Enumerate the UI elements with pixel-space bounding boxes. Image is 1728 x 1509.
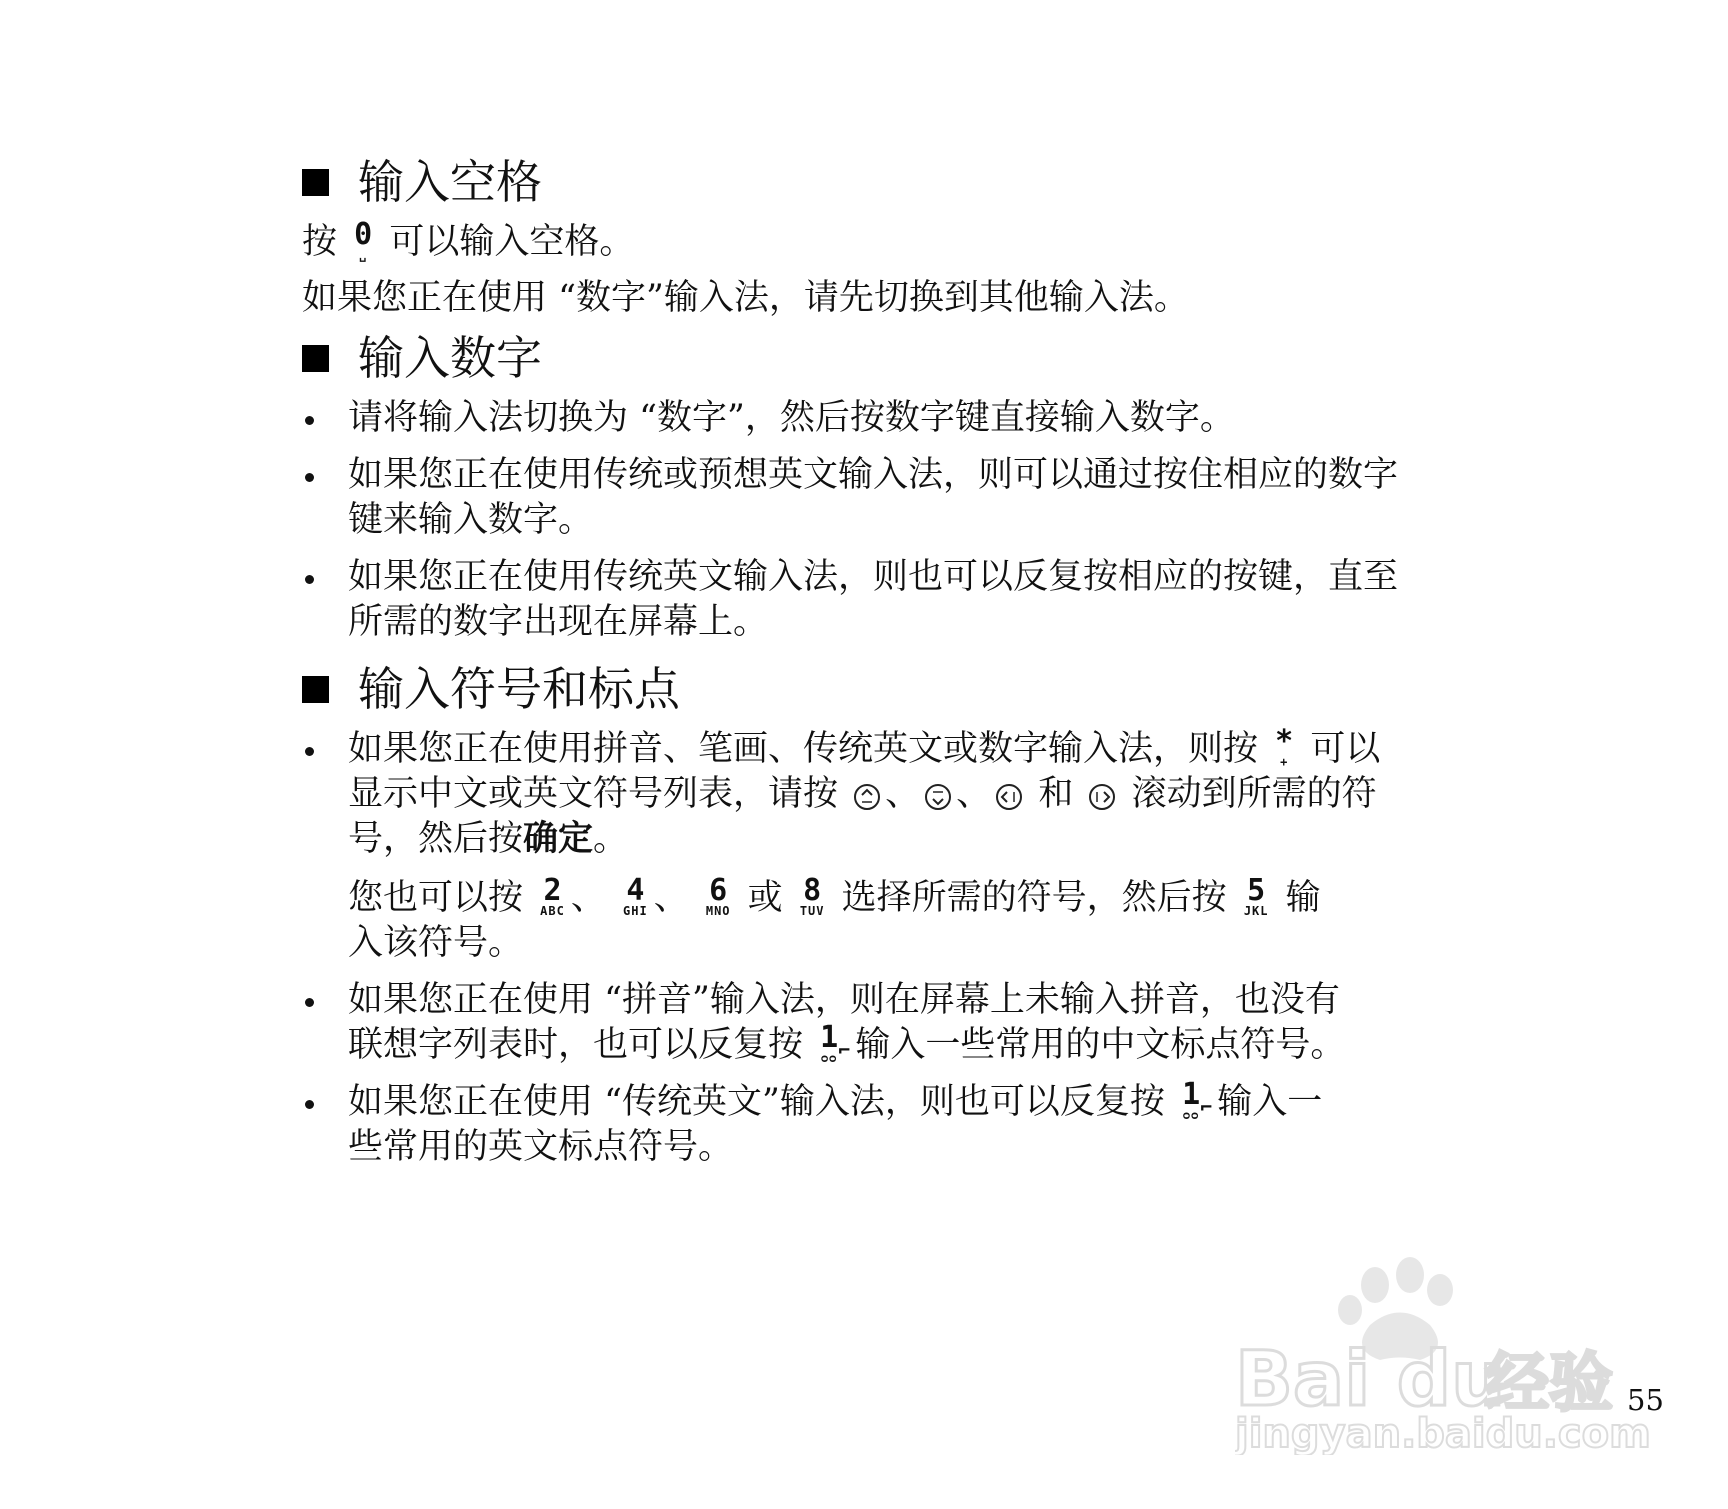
text: 可以 [1310,729,1381,769]
line [348,724,1452,772]
key-0-icon [354,217,373,262]
nav-up-icon [853,783,881,811]
text: 选择所需的符号，然后按 [841,878,1227,918]
key-label: 1 [1182,1077,1201,1112]
text: 和 [1038,774,1074,814]
bullet-dot-icon [305,1100,314,1109]
bullet-dot-icon [305,747,314,756]
text: 或 [747,878,783,918]
baidu-watermark-logo [1235,1255,1655,1455]
separator: 、 [570,878,606,918]
text: 如果您正在使用 “传统英文”输入法，则也可以反复按 [348,1082,1165,1122]
key-label: 1 [820,1020,839,1055]
section-title: 输入符号和标点 [358,662,680,716]
text: 些常用的英文标点符号。 [348,1127,734,1167]
key-1-icon [820,1020,851,1065]
section-title: 输入空格 [358,155,542,209]
text: 滚动到所需的符 [1131,774,1377,814]
text: 显示中文或英文符号列表，请按 [348,774,839,814]
text: 联想字列表时，也可以反复按 [348,1025,804,1065]
section-heading-symbols [302,657,1452,721]
text: 输入一些常用的中文标点符号。 [855,1025,1346,1065]
key-sub-label: JKL [1243,904,1269,918]
text: 如果您正在使用传统英文输入法，则也可以反复按相应的按键，直至 [348,557,1399,597]
paragraph-space-key [302,214,1452,270]
text: 您也可以按 [348,878,524,918]
text: 。 [593,819,629,859]
bullet-dot-icon [305,416,314,425]
key-label: 6 [709,873,728,908]
key-1-icon [1182,1077,1213,1122]
bullet-dot-icon [305,998,314,1007]
text: 输入一 [1217,1082,1323,1122]
confirm-label: 确定 [523,819,594,859]
paragraph-space-note: 如果您正在使用 “数字”输入法，请先切换到其他输入法。 [302,278,1189,318]
key-sub-label: GHI [623,904,648,918]
key-sub-label: + [1280,755,1289,769]
page-content [302,150,1452,1182]
list-item [302,1077,1452,1170]
text: 输 [1285,878,1321,918]
key-sub-label: ᴑᴑ [820,1051,838,1065]
text: 号，然后按 [348,819,524,859]
key-label: * [1275,724,1294,759]
bullet-list-numbers [302,396,1452,645]
line [348,772,1452,817]
text: 按 [302,222,338,262]
square-bullet-icon [302,169,329,196]
svg-text:jingyan.baidu.com: jingyan.baidu.com [1235,1411,1651,1455]
text: 可以输入空格。 [389,222,635,262]
section-heading-numbers [302,326,1452,390]
key-side-glyph: ⌐ [838,1038,851,1062]
list-item [302,978,1452,1068]
line [348,873,1452,921]
svg-text:Bai du: Bai du [1235,1334,1506,1423]
key-sub-label: MNO [705,904,731,918]
nav-down-icon [924,783,952,811]
key-label: 4 [626,873,645,908]
page-number: 55 [1627,1383,1664,1417]
text: 键来输入数字。 [348,500,594,540]
key-sub-label: TUV [799,904,825,918]
square-bullet-icon [302,345,329,372]
separator: 、 [885,774,921,814]
bullet-list-symbols [302,724,1452,1170]
text: 如果您正在使用 “拼音”输入法，则在屏幕上未输入拼音，也没有 [348,980,1340,1020]
square-bullet-icon [302,676,329,703]
key-4-icon [623,873,648,918]
key-2-icon [540,873,565,918]
text: 如果您正在使用传统或预想英文输入法，则可以通过按住相应的数字 [348,455,1399,495]
key-label: 2 [543,873,562,908]
line [348,1077,1452,1125]
key-star-icon [1275,724,1294,769]
space-glyph: ␣ [359,248,368,262]
key-label: 0 [354,217,373,252]
nav-right-icon [1088,783,1116,811]
text: 所需的数字出现在屏幕上。 [348,602,769,642]
key-label: 5 [1247,873,1266,908]
sub-paragraph [348,873,1452,966]
list-item [302,555,1452,645]
bullet-dot-icon [305,575,314,584]
text: 请将输入法切换为 “数字”，然后按数字键直接输入数字。 [348,398,1235,438]
key-label: 8 [803,873,822,908]
line [348,1020,1452,1068]
nav-left-icon [995,783,1023,811]
line [348,817,1452,862]
text: 如果您正在使用拼音、笔画、传统英文或数字输入法，则按 [348,729,1259,769]
bullet-dot-icon [305,473,314,482]
key-6-icon [705,873,731,918]
text: 入该符号。 [348,923,524,963]
list-item [302,453,1452,543]
key-5-icon [1243,873,1269,918]
separator: 、 [653,878,689,918]
key-sub-label: ABC [540,904,565,918]
list-item [302,396,1452,441]
key-side-glyph: ⌐ [1200,1095,1213,1119]
section-title: 输入数字 [358,331,542,385]
separator: 、 [956,774,992,814]
list-item [302,724,1452,966]
svg-text:经验: 经验 [1485,1347,1613,1421]
key-8-icon [799,873,825,918]
key-sub-label: ᴑᴑ [1182,1108,1200,1122]
section-heading-space [302,150,1452,214]
